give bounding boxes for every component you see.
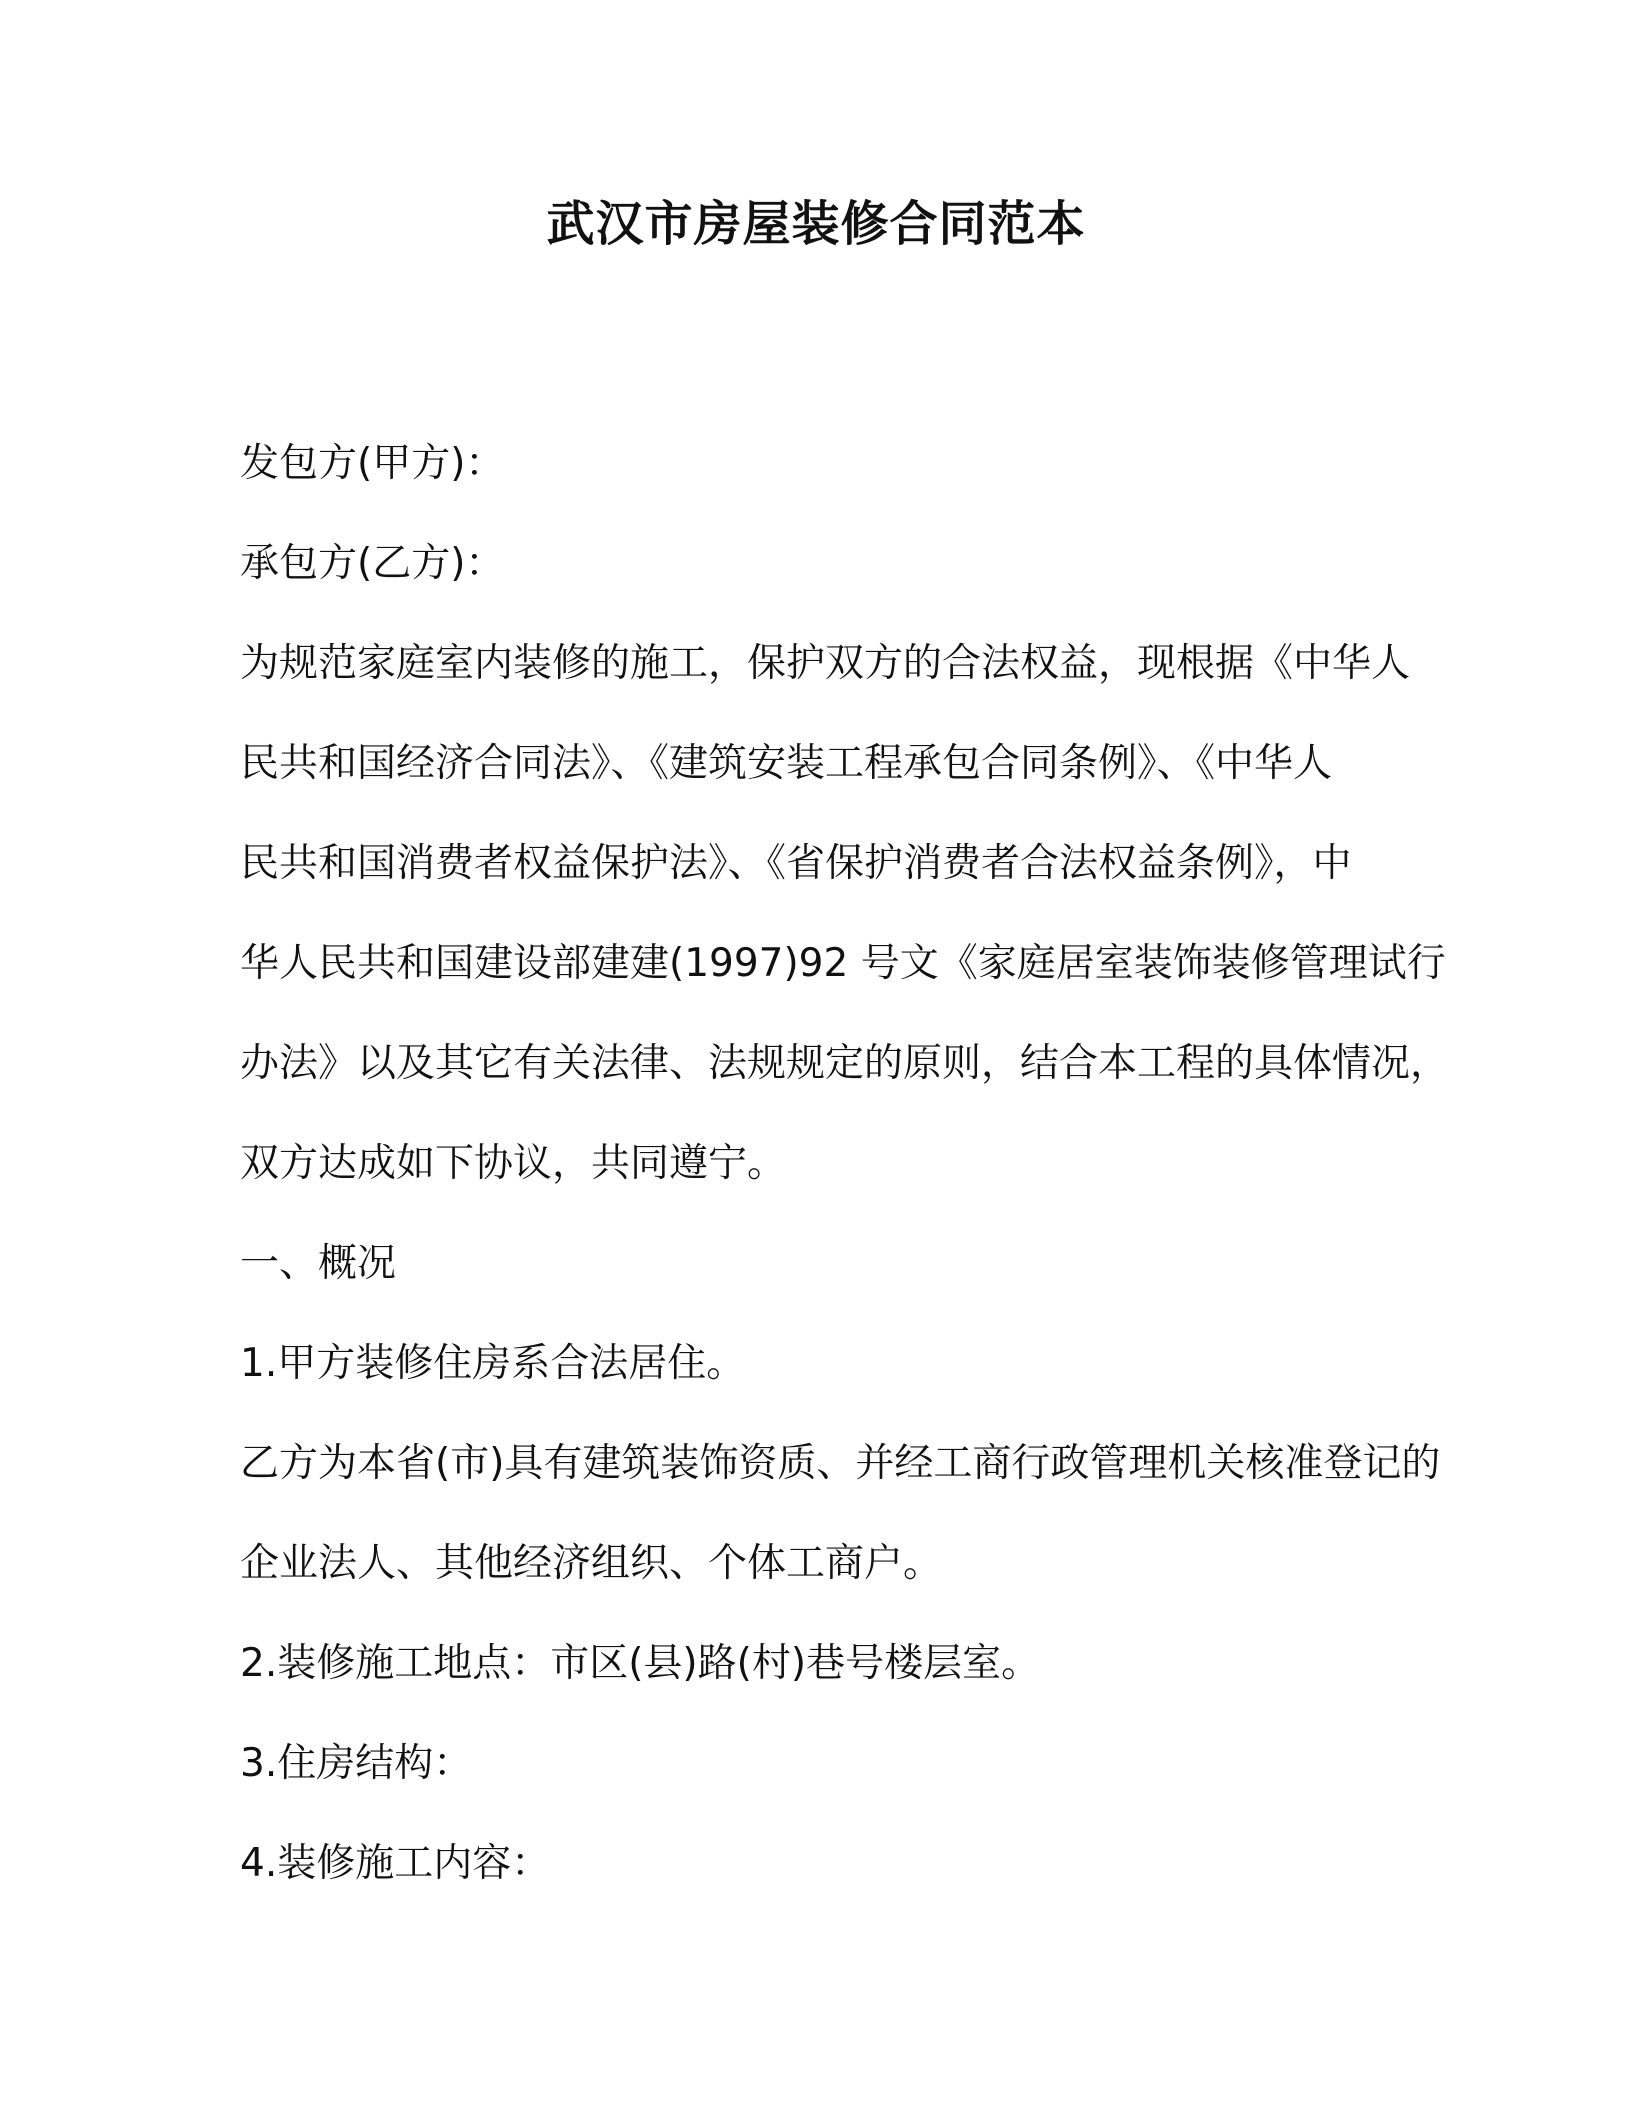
clause-1-line: 1.甲方装修住房系合法居住。	[240, 1341, 746, 1386]
preamble-line-5: 办法》以及其它有关法律、法规规定的原则，结合本工程的具体情况，	[240, 1041, 1450, 1086]
preamble-line-3: 民共和国消费者权益保护法》、《省保护消费者合法权益条例》，中	[240, 841, 1352, 886]
clause-4-line: 4.装修施工内容：	[240, 1841, 551, 1886]
preamble-line-1: 为规范家庭室内装修的施工，保护双方的合法权益，现根据《中华人	[240, 641, 1411, 686]
clause-1-contractor-line-2: 企业法人、其他经济组织、个体工商户。	[240, 1541, 943, 1586]
document-body	[240, 414, 1450, 1914]
preamble-line-2: 民共和国经济合同法》、《建筑安装工程承包合同条例》、《中华人	[240, 741, 1333, 786]
clause-1-contractor-line-1: 乙方为本省(市)具有建筑装饰资质、并经工商行政管理机关核准登记的	[240, 1441, 1441, 1486]
document-title: 武汉市房屋装修合同范本	[546, 196, 1086, 252]
party-b-line: 承包方(乙方)：	[240, 541, 505, 586]
section-heading-overview: 一、概况	[240, 1241, 397, 1286]
clause-3-line: 3.住房结构：	[240, 1741, 473, 1786]
preamble-line-6: 双方达成如下协议，共同遵宁。	[240, 1141, 787, 1186]
party-a-line: 发包方(甲方)：	[240, 441, 505, 486]
preamble-line-4: 华人民共和国建设部建建(1997)92 号文《家庭居室装饰装修管理试行	[240, 941, 1446, 986]
clause-2-line: 2.装修施工地点：市区(县)路(村)巷号楼层室。	[240, 1641, 1041, 1686]
